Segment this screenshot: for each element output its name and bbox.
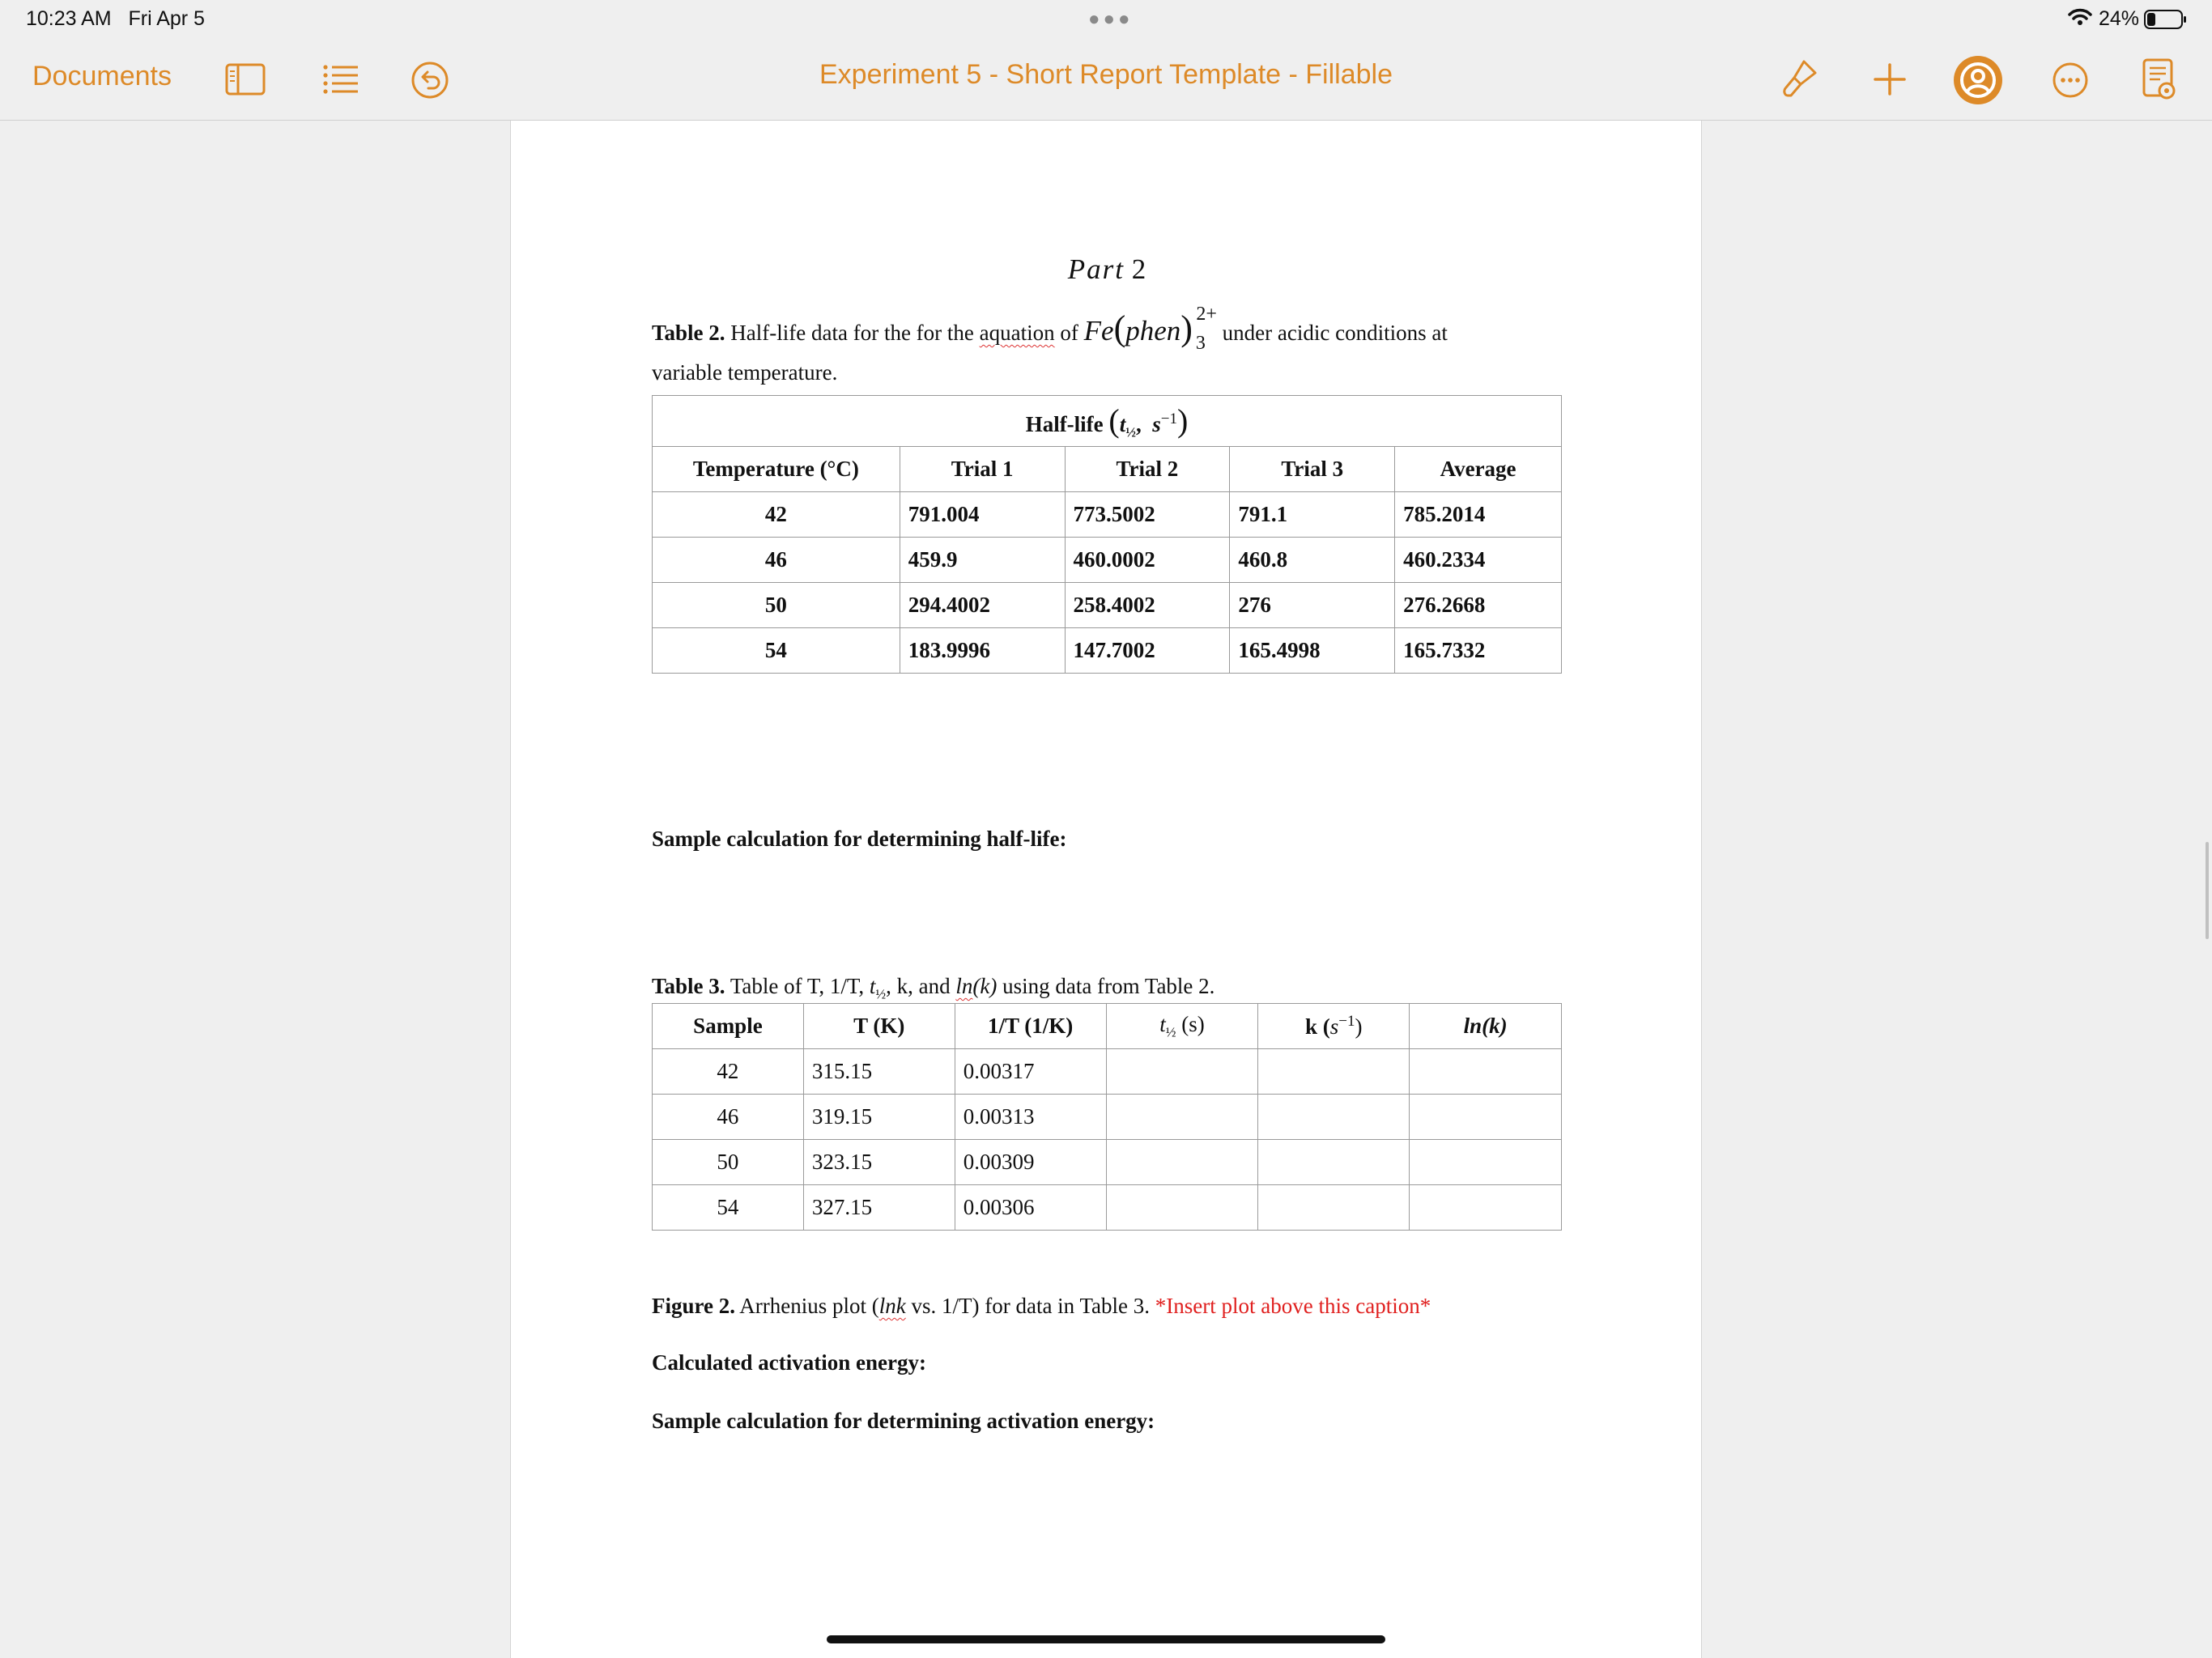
part-heading: Part 2 [1067,253,1146,285]
spellcheck-word[interactable]: ln [955,974,973,998]
table-cell[interactable]: 50 [653,583,900,628]
table-row [653,538,1562,583]
table-cell[interactable]: 0.00317 [955,1049,1106,1095]
table-cell[interactable] [1410,1049,1562,1095]
collaborate-icon[interactable] [1953,55,2003,105]
figure2-caption[interactable]: Figure 2. Arrhenius plot (lnk vs. 1/T) for data in Table 3. *Insert plot above this caption* [652,1294,1431,1318]
table-cell[interactable]: 276 [1230,583,1395,628]
table2-col-header: Trial 3 [1230,447,1395,492]
table-cell[interactable] [1106,1049,1258,1095]
table-cell[interactable]: 54 [653,628,900,674]
table-cell[interactable]: 46 [653,1095,804,1140]
battery-percent: 24% [2099,7,2140,30]
table3-col-header: T (K) [803,1004,955,1049]
spellcheck-word[interactable]: aquation [979,321,1055,345]
table-cell[interactable]: 460.2334 [1395,538,1562,583]
table-cell[interactable]: 147.7002 [1065,628,1230,674]
documents-button[interactable]: Documents [32,61,172,91]
table2-caption: Table 2. Half-life data for the for the aquation of Fe(phen) 2+ 3 under acidic conditions at [652,304,1448,354]
table-cell[interactable]: 46 [653,538,900,583]
table-row [653,1049,1562,1095]
table-cell[interactable] [1258,1185,1410,1231]
home-indicator[interactable] [827,1635,1385,1643]
table-cell[interactable] [1410,1140,1562,1185]
calculated-activation-energy-heading[interactable]: Calculated activation energy: [652,1350,926,1375]
toolbar [0,39,2212,121]
table-cell[interactable]: 276.2668 [1395,583,1562,628]
table-cell[interactable] [1410,1095,1562,1140]
table-cell[interactable]: 460.0002 [1065,538,1230,583]
status-bar [0,0,2212,39]
multitasking-dots-icon[interactable]: ●●● [1088,8,1134,30]
table2-col-header: Trial 1 [900,447,1065,492]
table-cell[interactable] [1258,1049,1410,1095]
table-cell[interactable]: 183.9996 [900,628,1065,674]
table-cell[interactable] [1106,1185,1258,1231]
more-icon[interactable] [2052,62,2089,99]
table-cell[interactable]: 294.4002 [900,583,1065,628]
table3-col-header: ln(k) [1410,1004,1562,1049]
table-cell[interactable]: 0.00313 [955,1095,1106,1140]
table-cell[interactable]: 459.9 [900,538,1065,583]
table2-header-row [653,447,1562,492]
table-cell[interactable] [1106,1140,1258,1185]
table-row [653,583,1562,628]
table-cell[interactable] [1106,1095,1258,1140]
document-title[interactable]: Experiment 5 - Short Report Template - Fillable [819,59,1393,90]
table-cell[interactable]: 50 [653,1140,804,1185]
table3-col-header: k $(s^{-1})$ [1258,1004,1410,1049]
add-icon[interactable] [1872,62,1908,97]
table-cell[interactable]: 773.5002 [1065,492,1230,538]
table2-group-header-row [653,396,1562,447]
table-cell[interactable]: 0.00306 [955,1185,1106,1231]
table-cell[interactable]: 42 [653,492,900,538]
insert-plot-note: *Insert plot above this caption* [1155,1294,1431,1318]
table-cell[interactable]: 42 [653,1049,804,1095]
status-time: 10:23 AM Fri Apr 5 [26,7,205,30]
table-row [653,1140,1562,1185]
table-cell[interactable]: 54 [653,1185,804,1231]
halflife-group-header: Half-life ($t_{\frac{1}{2}}$, $s^{-1}$) [653,396,1562,447]
table-cell[interactable]: 327.15 [803,1185,955,1231]
battery-icon [2144,10,2188,29]
table-cell[interactable]: 460.8 [1230,538,1395,583]
table3-caption: Table 3. Table of T, 1/T, $t_{\frac{1}{2}}$, k, and ln(k) using data from Table 2. [652,974,1215,1002]
table3-col-header: $t_{\frac{1}{2}}$ (s) [1106,1004,1258,1049]
table2-col-header: Average [1395,447,1562,492]
table3-col-header: Sample [653,1004,804,1049]
table-cell[interactable]: 785.2014 [1395,492,1562,538]
table2-col-header: Trial 2 [1065,447,1230,492]
table-row [653,1185,1562,1231]
table-cell[interactable]: 165.7332 [1395,628,1562,674]
table-cell[interactable] [1258,1095,1410,1140]
table-cell[interactable] [1410,1185,1562,1231]
document-view-icon[interactable] [2142,58,2176,100]
document-page[interactable] [510,121,1702,1658]
table3[interactable] [652,1003,1562,1231]
sample-calc-activation-heading[interactable]: Sample calculation for determining activation energy: [652,1409,1155,1433]
iron-phen-formula: Fe(phen) 2+ 3 [1083,304,1217,354]
table-cell[interactable]: 791.004 [900,492,1065,538]
table-row [653,1095,1562,1140]
table-cell[interactable]: 0.00309 [955,1140,1106,1185]
table-cell[interactable]: 323.15 [803,1140,955,1185]
table-row [653,492,1562,538]
format-brush-icon[interactable] [1780,58,1819,100]
table-row [653,628,1562,674]
table2-caption-line2: variable temperature. [652,360,838,385]
table3-header-row [653,1004,1562,1049]
table-cell[interactable]: 791.1 [1230,492,1395,538]
table2-col-header: Temperature (°C) [653,447,900,492]
scroll-indicator[interactable] [2206,842,2209,939]
spellcheck-word[interactable]: lnk [878,1294,906,1318]
table3-col-header: 1/T (1/K) [955,1004,1106,1049]
table-cell[interactable]: 315.15 [803,1049,955,1095]
sample-calc-halflife-heading[interactable]: Sample calculation for determining half-life: [652,827,1067,851]
table-cell[interactable] [1258,1140,1410,1185]
wifi-icon [2068,8,2092,26]
table2[interactable] [652,395,1562,674]
table-cell[interactable]: 165.4998 [1230,628,1395,674]
table-cell[interactable]: 258.4002 [1065,583,1230,628]
table-cell[interactable]: 319.15 [803,1095,955,1140]
